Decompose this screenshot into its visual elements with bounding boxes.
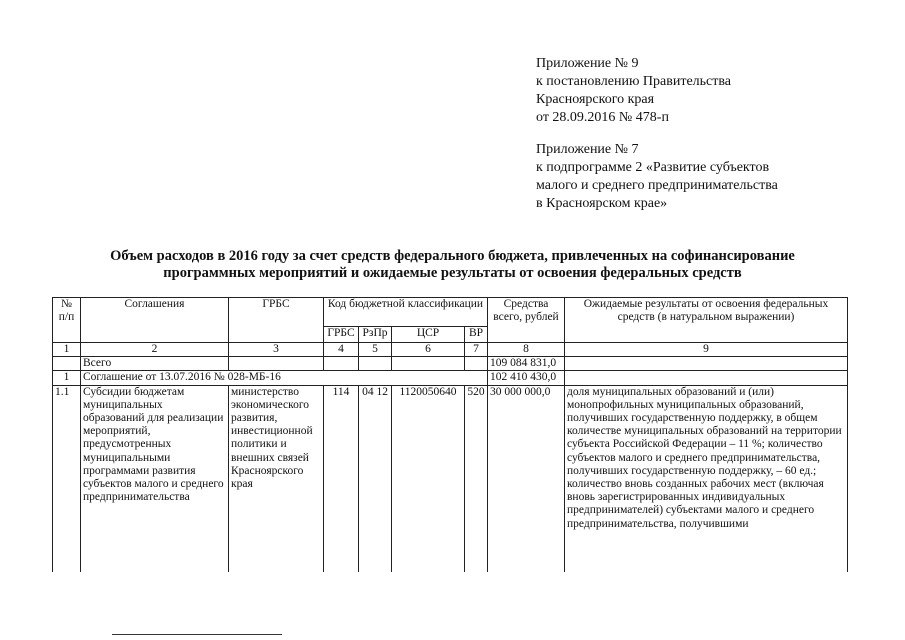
subheader-vr: ВР	[465, 327, 488, 343]
agreement-funds: 102 410 430,0	[488, 371, 565, 385]
column-number: 5	[359, 343, 392, 357]
appendix-9-title: Приложение № 9	[536, 56, 639, 71]
column-number: 8	[488, 343, 565, 357]
header-results: Ожидаемые результаты от освоения федеральных средств (в натуральном выражении)	[565, 298, 848, 343]
column-number: 2	[81, 343, 229, 357]
empty-cell	[229, 357, 324, 371]
appendix-9-region: Красноярского края	[536, 92, 655, 107]
agreement-label: Соглашение от 13.07.2016 № 028-МБ-16	[81, 371, 488, 385]
header-agreements: Соглашения	[81, 298, 229, 343]
footnote-separator	[112, 634, 282, 635]
item-code-csr: 1120050640	[392, 385, 465, 572]
column-number-row	[53, 343, 848, 357]
appendix-9-date: от 28.09.2016 № 478-п	[536, 110, 669, 125]
header-gap	[536, 127, 778, 141]
item-agreement: Субсидии бюджетам муниципальных образований для реализации мероприятий, предусмотренных муниципальными программами развития субъектов малого и среднего предпринимательства	[81, 385, 229, 572]
appendix-7-reference: к подпрограмме 2 «Развитие субъектов	[536, 160, 770, 175]
title-line-1: Объем расходов в 2016 году за счет средств федерального бюджета, привлеченных на софинансирование	[110, 248, 795, 264]
column-number: 6	[392, 343, 465, 357]
expenditure-table	[52, 297, 848, 572]
table-header-row	[53, 298, 848, 327]
agreement-num: 1	[53, 371, 81, 385]
appendix-7-reference-3: в Красноярском крае»	[536, 196, 668, 211]
header-num: № п/п	[53, 298, 81, 343]
column-number: 9	[565, 343, 848, 357]
empty-cell	[565, 357, 848, 371]
appendix-7-reference-2: малого и среднего предпринимательства	[536, 178, 778, 193]
column-number: 7	[465, 343, 488, 357]
appendix-7-title: Приложение № 7	[536, 142, 639, 157]
table-row-agreement	[53, 371, 848, 385]
table-row-item	[53, 385, 848, 572]
empty-cell	[359, 357, 392, 371]
empty-cell	[392, 357, 465, 371]
total-label: Всего	[81, 357, 229, 371]
item-code-rzpr: 04 12	[359, 385, 392, 572]
item-code-vr: 520	[465, 385, 488, 572]
item-funds: 30 000 000,0	[488, 385, 565, 572]
document-title	[0, 248, 905, 282]
item-num: 1.1	[53, 385, 81, 572]
column-number: 1	[53, 343, 81, 357]
total-funds: 109 084 831,0	[488, 357, 565, 371]
column-number: 3	[229, 343, 324, 357]
header-funds: Средства всего, рублей	[488, 298, 565, 343]
appendix-header	[536, 55, 778, 213]
subheader-rzpr: РзПр	[359, 327, 392, 343]
header-budget-code: Код бюджетной классификации	[324, 298, 488, 327]
item-grbs: министерство экономического развития, инвестиционной политики и внешних связей Красноярского края	[229, 385, 324, 572]
subheader-grbs: ГРБС	[324, 327, 359, 343]
empty-cell	[465, 357, 488, 371]
appendix-9-reference: к постановлению Правительства	[536, 74, 732, 89]
title-line-2: программных мероприятий и ожидаемые результаты от освоения федеральных средств	[163, 265, 742, 281]
subheader-csr: ЦСР	[392, 327, 465, 343]
header-grbs: ГРБС	[229, 298, 324, 343]
total-num-cell	[53, 357, 81, 371]
empty-cell	[324, 357, 359, 371]
column-number: 4	[324, 343, 359, 357]
table-row-total	[53, 357, 848, 371]
item-code-grbs: 114	[324, 385, 359, 572]
empty-cell	[565, 371, 848, 385]
item-results: доля муниципальных образований и (или) монопрофильных муниципальных образований, получивших государственную поддержку, в общем количестве муниципальных образований на территории субъекта Российской Федерации – 11 %; количество субъектов малого и среднего предпринимательства, получивших государственную поддержку, – 60 ед.; количество вновь созданных рабочих мест (включая вновь зарегистрированных индивидуальных предпринимателей) субъектами малого и среднего предпринимательства, получившими	[565, 385, 848, 572]
